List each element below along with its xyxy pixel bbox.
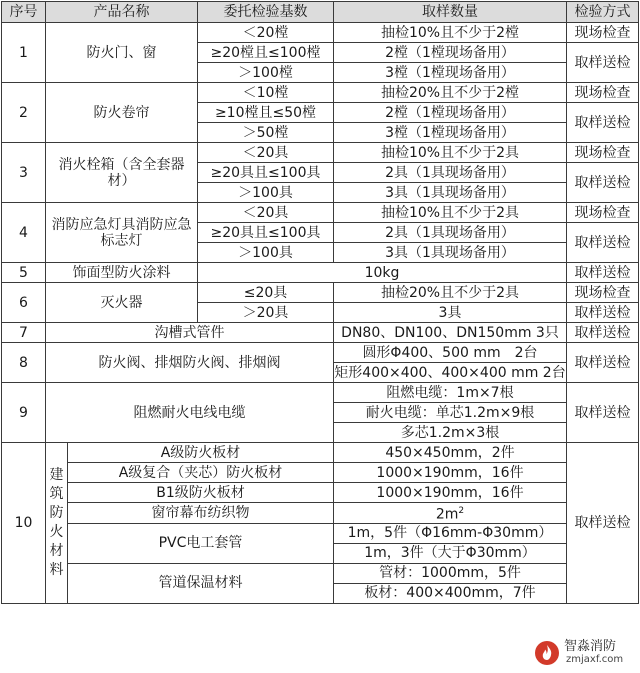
sample-cell: 圆形Φ400、500 mm 2台: [334, 343, 567, 363]
product-name: 灭火器: [46, 283, 198, 323]
header-row: [2, 2, 639, 23]
row-number: 2: [2, 83, 46, 143]
base-cell: ＜10樘: [198, 83, 334, 103]
table-row: [2, 483, 639, 503]
row-number: 4: [2, 203, 46, 263]
sample-cell: 管材：1000mm，5件: [334, 563, 567, 583]
base-cell: ≥20具且≤100具: [198, 223, 334, 243]
product-name: 防火卷帘: [46, 83, 198, 143]
row-number: 10: [2, 443, 46, 604]
table-row: [2, 503, 639, 524]
product-name: 防火门、窗: [46, 23, 198, 83]
method-cell: 取样送检: [567, 263, 639, 283]
sample-cell: 2具（1具现场备用）: [334, 163, 567, 183]
base-cell: ≥20具且≤100具: [198, 163, 334, 183]
header-base: 委托检验基数: [198, 2, 334, 23]
base-cell: ≥10樘且≤50樘: [198, 103, 334, 123]
table-row: [2, 203, 639, 223]
product-name: 消防应急灯具消防应急标志灯: [46, 203, 198, 263]
base-cell: ＞100樘: [198, 63, 334, 83]
base-cell: ≤20具: [198, 283, 334, 303]
material-name: A级防火板材: [68, 443, 334, 463]
material-name: 窗帘幕布纺织物: [68, 503, 334, 524]
row-number: 1: [2, 23, 46, 83]
table-row: [2, 463, 639, 483]
base-cell: ＜20具: [198, 203, 334, 223]
sample-cell: 2樘（1樘现场备用）: [334, 103, 567, 123]
method-cell: 取样送检: [567, 383, 639, 443]
sample-cell: 3具（1具现场备用）: [334, 183, 567, 203]
method-cell: 取样送检: [567, 163, 639, 203]
sample-cell: 1000×190mm，16件: [334, 483, 567, 503]
method-cell: 取样送检: [567, 43, 639, 83]
row-number: 8: [2, 343, 46, 383]
sample-cell: 3具（1具现场备用）: [334, 243, 567, 263]
method-cell: 取样送检: [567, 323, 639, 343]
sample-cell: 抽检10%且不少于2具: [334, 143, 567, 163]
base-cell: ＜20具: [198, 143, 334, 163]
sample-cell: 2具（1具现场备用）: [334, 223, 567, 243]
table-row: [2, 443, 639, 463]
method-cell: 取样送检: [567, 343, 639, 383]
header-name: 产品名称: [46, 2, 198, 23]
sample-cell: 耐火电缆：单芯1.2m×9根: [334, 403, 567, 423]
sample-cell: 1m，5件（Φ16mm-Φ30mm）: [334, 523, 567, 543]
row-number: 7: [2, 323, 46, 343]
method-cell: 取样送检: [567, 223, 639, 263]
base-cell: ＞100具: [198, 183, 334, 203]
method-cell: 现场检查: [567, 23, 639, 43]
table-row: [2, 563, 639, 583]
sample-cell: 板材：400×400mm，7件: [334, 583, 567, 603]
sample-cell: 抽检20%且不少于2具: [334, 283, 567, 303]
product-name: 阻燃耐火电线电缆: [46, 383, 334, 443]
watermark-url: zmjaxf.com: [566, 654, 624, 665]
row-number: 5: [2, 263, 46, 283]
watermark: [534, 639, 634, 667]
sample-value: 2m: [435, 506, 459, 523]
sample-cell: 抽检10%且不少于2具: [334, 203, 567, 223]
category-label: 建筑防火材料: [46, 443, 68, 604]
product-name: 饰面型防火涂料: [46, 263, 198, 283]
sample-cell: 矩形400×400、400×400 mm 2台: [334, 364, 566, 381]
method-cell: 取样送检: [567, 443, 639, 604]
sample-cell: 抽检10%且不少于2樘: [334, 23, 567, 43]
sample-cell: [334, 503, 567, 524]
sample-cell: 3樘（1樘现场备用）: [334, 123, 567, 143]
sample-cell: 3樘（1樘现场备用）: [334, 63, 567, 83]
sample-cell: DN80、DN100、DN150mm 3只: [334, 323, 567, 343]
method-cell: 现场检查: [567, 83, 639, 103]
header-method: 检验方式: [567, 2, 639, 23]
table-row: [2, 143, 639, 163]
base-cell: ＜20樘: [198, 23, 334, 43]
sample-cell: 1m，3件（大于Φ30mm）: [334, 543, 567, 563]
material-name: PVC电工套管: [68, 523, 334, 563]
method-cell: 取样送检: [567, 103, 639, 143]
inspection-table: [1, 1, 639, 604]
sample-cell: 10kg: [198, 263, 567, 283]
product-name: 消火栓箱（含全套器材）: [46, 143, 198, 203]
base-cell: ＞50樘: [198, 123, 334, 143]
flame-logo-icon: [534, 640, 560, 666]
product-name: 防火阀、排烟防火阀、排烟阀: [46, 343, 334, 383]
table-row: [2, 523, 639, 543]
watermark-name: 智淼消防: [564, 639, 617, 654]
method-cell: 现场检查: [567, 283, 639, 303]
row-number: 9: [2, 383, 46, 443]
method-cell: 现场检查: [567, 143, 639, 163]
sample-superscript: 2: [458, 506, 465, 516]
sample-cell: 450×450mm，2件: [334, 443, 567, 463]
sample-cell: 1000×190mm，16件: [334, 463, 567, 483]
table-row: [2, 83, 639, 103]
sample-cell: 阻燃电缆：1m×7根: [334, 383, 567, 403]
table-row: [2, 263, 639, 283]
product-name: 沟槽式管件: [46, 323, 334, 343]
sample-cell: 2樘（1樘现场备用）: [334, 43, 567, 63]
sample-cell: 多芯1.2m×3根: [334, 423, 567, 443]
base-cell: ≥20樘且≤100樘: [198, 43, 334, 63]
row-number: 6: [2, 283, 46, 323]
table-row: [2, 343, 639, 363]
table-row: [2, 383, 639, 403]
base-cell: ＞100具: [198, 243, 334, 263]
sample-cell: 3具: [334, 303, 567, 323]
row-number: 3: [2, 143, 46, 203]
material-name: A级复合（夹芯）防火板材: [68, 463, 334, 483]
table-row: [2, 323, 639, 343]
base-cell: ＞20具: [198, 303, 334, 323]
material-name: B1级防火板材: [68, 483, 334, 503]
table-row: [2, 23, 639, 43]
header-no: 序号: [2, 2, 46, 23]
material-name: 管道保温材料: [68, 563, 334, 603]
header-sample: 取样数量: [334, 2, 567, 23]
method-cell: 现场检查: [567, 203, 639, 223]
table-row: [2, 283, 639, 303]
sample-cell: 抽检20%且不少于2樘: [334, 83, 567, 103]
method-cell: 取样送检: [567, 303, 639, 323]
